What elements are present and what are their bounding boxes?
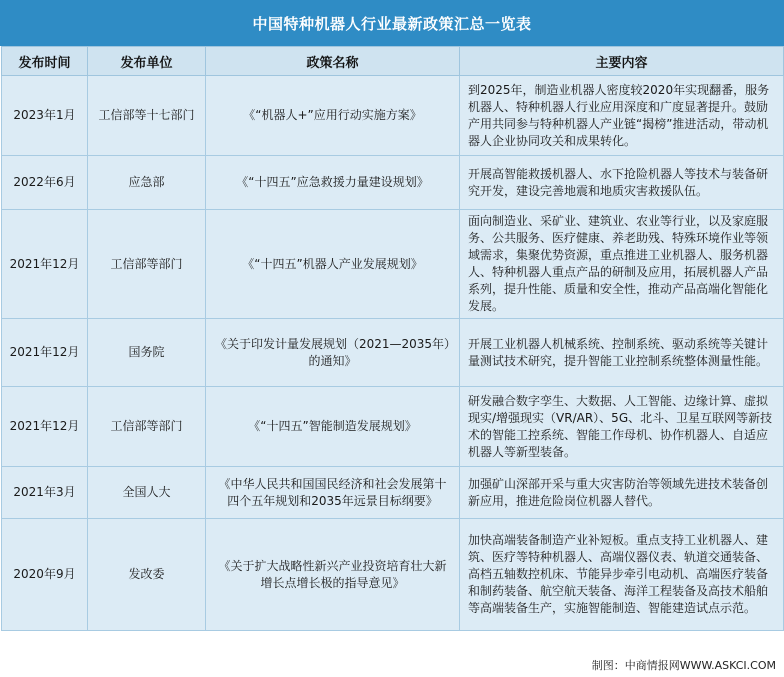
table-row [2,156,784,210]
cell-org: 工信部等十七部门 [88,76,206,156]
policy-table [1,46,784,631]
table-row [2,467,784,519]
source-credit: 制图：中商情报网WWW.ASKCI.COM [591,659,776,672]
cell-name: 《关于印发计量发展规划（2021—2035年）的通知》 [206,319,460,387]
cell-time: 2021年12月 [2,210,88,319]
table-row [2,319,784,387]
header-org: 发布单位 [88,47,206,76]
cell-name: 《中华人民共和国国民经济和社会发展第十四个五年规划和2035年远景目标纲要》 [206,467,460,519]
cell-time: 2021年3月 [2,467,88,519]
cell-time: 2021年12月 [2,319,88,387]
cell-org: 国务院 [88,319,206,387]
cell-content: 加快高端装备制造产业补短板。重点支持工业机器人、建筑、医疗等特种机器人、高端仪器仪表、轨道交通装备、高档五轴数控机床、节能异步牵引电动机、高端医疗装备和制药装备、航空航天装备、海洋工程装备及高技术船舶等高端装备生产，实施智能制造、智能建造试点示范。 [460,519,784,631]
cell-name: 《“十四五”机器人产业发展规划》 [206,210,460,319]
cell-name: 《关于扩大战略性新兴产业投资培育壮大新增长点增长极的指导意见》 [206,519,460,631]
cell-time: 2023年1月 [2,76,88,156]
table-row [2,76,784,156]
cell-org: 应急部 [88,156,206,210]
table-header-row [2,47,784,76]
cell-org: 发改委 [88,519,206,631]
cell-org: 全国人大 [88,467,206,519]
cell-name: 《“十四五”智能制造发展规划》 [206,387,460,467]
table-row [2,387,784,467]
cell-content: 研发融合数字孪生、大数据、人工智能、边缘计算、虚拟现实/增强现实（VR/AR）、5G、北斗、卫星互联网等新技术的智能工控系统、智能工作母机、协作机器人、自适应机器人等新型装备。 [460,387,784,467]
cell-org: 工信部等部门 [88,210,206,319]
cell-content: 面向制造业、采矿业、建筑业、农业等行业，以及家庭服务、公共服务、医疗健康、养老助残、特殊环境作业等领域需求，集聚优势资源，重点推进工业机器人、服务机器人、特种机器人重点产品的研制及应用，拓展机器人产品系列，提升性能、质量和安全性，推动产品高端化智能化发展。 [460,210,784,319]
cell-content: 开展工业机器人机械系统、控制系统、驱动系统等关键计量测试技术研究，提升智能工业控制系统整体测量性能。 [460,319,784,387]
cell-org: 工信部等部门 [88,387,206,467]
cell-name: 《“十四五”应急救援力量建设规划》 [206,156,460,210]
table-row [2,210,784,319]
cell-content: 到2025年，制造业机器人密度较2020年实现翻番，服务机器人、特种机器人行业应用深度和广度显著提升。鼓励产用共同参与特种机器人产业链“揭榜”推进活动，带动机器人企业协同攻关和成果转化。 [460,76,784,156]
table-title-text: 中国特种机器人行业最新政策汇总一览表 [252,14,532,33]
header-name: 政策名称 [206,47,460,76]
cell-time: 2022年6月 [2,156,88,210]
cell-time: 2021年12月 [2,387,88,467]
cell-content: 加强矿山深部开采与重大灾害防治等领域先进技术装备创新应用，推进危险岗位机器人替代。 [460,467,784,519]
cell-time: 2020年9月 [2,519,88,631]
cell-name: 《“机器人+”应用行动实施方案》 [206,76,460,156]
header-content: 主要内容 [460,47,784,76]
table-title [0,0,784,46]
cell-content: 开展高智能救援机器人、水下抢险机器人等技术与装备研究开发，建设完善地震和地质灾害救援队伍。 [460,156,784,210]
table-row [2,519,784,631]
header-time: 发布时间 [2,47,88,76]
